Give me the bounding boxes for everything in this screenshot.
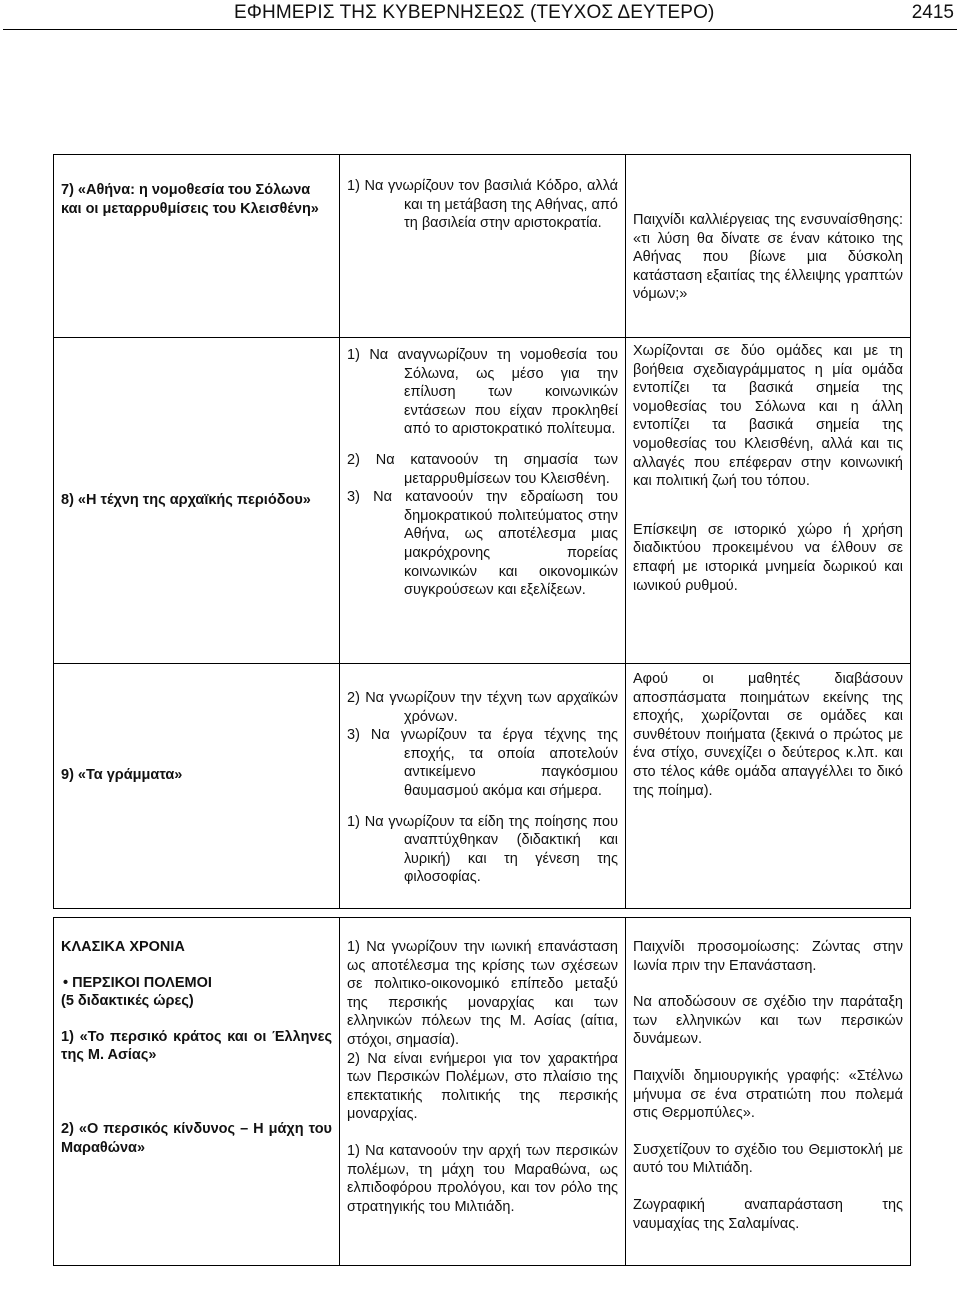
curriculum-table-2 — [53, 917, 911, 1266]
objective-item: 1) Να κατανοούν την αρχή των περσικών πολέμων, τη μάχη του Μαραθώνα, ως ελπιδοφόρου προλόγου, και τον ρόλο της στρατηγικής του Μιλτιάδη. — [347, 1142, 618, 1215]
lesson-label: 9) «Τα γράμματα» — [61, 767, 183, 783]
activity-item: Αφού οι μαθητές διαβάσουν αποσπάσματα ποιημάτων εκείνης της εποχής, χωρίζονται σε ομάδες και συνθέτουν ποιήματα (ξεκινά ο πρώτος με ένα στίχο, συνεχίζει ο δεύτερος κ.λπ. και στο τέλος κάθε ομάδα απαγγέλλει το δικό της ποίημα). — [633, 671, 903, 799]
gazette-title: ΕΦΗΜΕΡΙΣ ΤΗΣ ΚΥΒΕΡΝΗΣΕΩΣ (ΤΕΥΧΟΣ ΔΕΥΤΕΡΟ) — [234, 2, 715, 23]
objective-item: 1) Να αναγνωρίζουν τη νομοθεσία του Σόλωνα, ως μέσο για την επίλυση των κοινωνικών εντάσεων που είχαν προκληθεί από το αριστοκρατικό πολίτευμα. — [347, 347, 618, 438]
objective-item: 1) Να γνωρίζουν τα είδη της ποίησης που αναπτύχθηκαν (διδακτική και λυρική) και τη γένεση της φιλοσοφίας. — [347, 813, 618, 886]
era-heading: ΚΛΑΣΙΚΑ ΧΡΟΝΙΑ — [61, 939, 185, 955]
table-row — [54, 664, 911, 909]
objective-item: 2) Να είναι ενήμεροι για τον χαρακτήρα των Περσικών Πολέμων, στο πλαίσιο της επεκτατικής πολιτικής της περσικής μοναρχίας. — [347, 1050, 618, 1123]
activity-item: Συσχετίζουν το σχέδιο του Θεμιστοκλή με αυτό του Μιλτιάδη. — [633, 1141, 903, 1177]
objectives-cell — [340, 664, 626, 909]
objectives-cell — [340, 155, 626, 338]
activities-cell — [626, 664, 911, 909]
lesson-label-cell — [54, 338, 340, 664]
unit-heading — [61, 974, 332, 993]
activity-item: Επίσκεψη σε ιστορικό χώρο ή χρήση διαδικτύου προκειμένου να έλθουν σε επαφή με ιστορικά μνημεία δωρικού και ιωνικού ρυθμού. — [633, 521, 903, 594]
lesson-label-cell — [54, 664, 340, 909]
activity-item: Παιχνίδι καλλιέργειας της ενσυναίσθησης: «τι λύση θα δίνατε σε έναν κάτοικο της Αθήνας που βίωνε μια δύσκολη κατάσταση εξαιτίας της έλλειψης γραπτών νόμων;» — [633, 212, 903, 303]
objectives-cell — [340, 918, 626, 1266]
page-header — [0, 0, 960, 30]
activities-cell — [626, 155, 911, 338]
unit-title: ΠΕΡΣΙΚΟΙ ΠΟΛΕΜΟΙ — [72, 974, 212, 991]
table-row — [54, 918, 911, 1266]
lesson-label: 8) «Η τέχνη της αρχαϊκής περιόδου» — [61, 492, 311, 509]
unit-hours: (5 διδακτικές ώρες) — [61, 993, 194, 1010]
curriculum-table-1 — [53, 154, 911, 909]
header-rule — [3, 29, 957, 30]
objective-item: 1) Να γνωρίζουν τον βασιλιά Κόδρο, αλλά και τη μετάβαση της Αθήνας, από τη βασιλεία στην αριστοκρατία. — [347, 178, 618, 232]
lesson-label: 2) «Ο περσικός κίνδυνος – Η μάχη του Μαραθώνα» — [61, 1120, 332, 1156]
lesson-label-cell — [54, 918, 340, 1266]
objective-item: 3) Να γνωρίζουν τα έργα τέχνης της εποχής, τα οποία αποτελούν αντικείμενο παγκόσμιου θαυμασμού ακόμα και σήμερα. — [347, 727, 618, 799]
activity-item: Χωρίζονται σε δύο ομάδες και με τη βοήθεια σχεδιαγράμματος η μία ομάδα εντοπίζει τα βασικά σημεία της νομοθεσίας του Σόλωνα και η άλλη εντοπίζει τα βασικά σημεία της νομοθεσίας του Κλεισθένη, αλλά και τις αλλαγές που επέφεραν στην κοινωνική και πολιτική ζωή του τόπου. — [633, 343, 903, 490]
activity-item: Παιχνίδι δημιουργικής γραφής: «Στέλνω μήνυμα σε ένα στρατιώτη που πολεμά στις Θερμοπύλες». — [633, 1067, 903, 1122]
page-number: 2415 — [911, 2, 954, 23]
bullet-icon: • — [63, 974, 69, 991]
lesson-label: 7) «Αθήνα: η νομοθεσία του Σόλωνα και οι μεταρρυθμίσεις του Κλεισθένη» — [61, 182, 319, 217]
lesson-label-cell — [54, 155, 340, 338]
objective-item: 2) Να γνωρίζουν την τέχνη των αρχαϊκών χρόνων. — [347, 690, 618, 725]
activity-item: Να αποδώσουν σε σχέδιο την παράταξη των ελληνικών και των περσικών δυνάμεων. — [633, 994, 903, 1048]
objective-item: 2) Να κατανοούν τη σημασία των μεταρρυθμίσεων του Κλεισθένη. — [347, 451, 618, 487]
activities-cell — [626, 918, 911, 1266]
objective-item: 3) Να κατανοούν την εδραίωση του δημοκρατικού πολιτεύματος στην Αθήνα, ως αποτέλεσμα μιας μακρόχρονης πορείας κοινωνικών και οικονομικών συγκρούσεων και εξελίξεων. — [347, 489, 618, 599]
lesson-label: 1) «Το περσικό κράτος και οι Έλληνες της Μ. Ασίας» — [61, 1028, 332, 1064]
activity-item: Παιχνίδι προσομοίωσης: Ζώντας στην Ιωνία πριν την Επανάσταση. — [633, 939, 903, 974]
objectives-cell — [340, 338, 626, 664]
activity-item: Ζωγραφική αναπαράσταση της ναυμαχίας της Σαλαμίνας. — [633, 1196, 903, 1232]
activities-cell — [626, 338, 911, 664]
objective-item: 1) Να γνωρίζουν την ιωνική επανάσταση ως αποτέλεσμα της κρίσης των σχέσεων σε πολιτικο-οικονομικό επίπεδο μεταξύ της περσικής μοναρχίας και των ελληνικών πόλεων της Μ. Ασίας (αίτια, στόχοι, σημασία). — [347, 939, 618, 1048]
table-row — [54, 338, 911, 664]
table-row — [54, 155, 911, 338]
